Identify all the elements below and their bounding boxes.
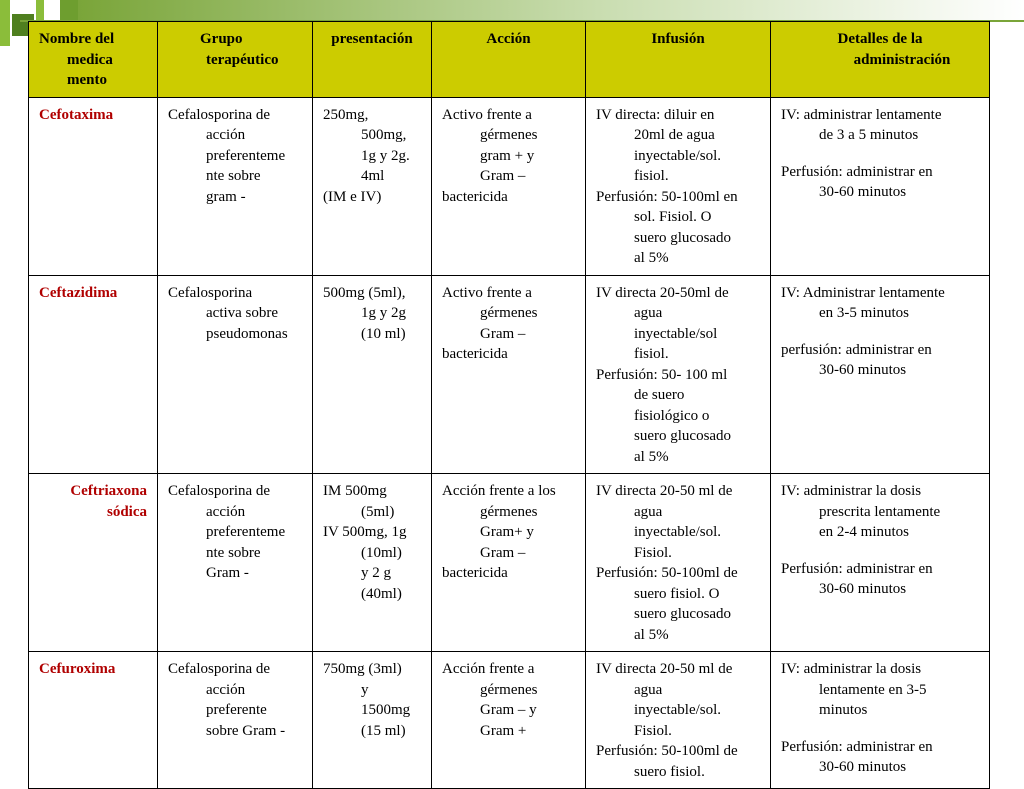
cell-text: acción <box>206 503 246 520</box>
cell-text: 1g y 2g <box>361 305 406 321</box>
drug-name: Cefotaxima <box>39 106 114 123</box>
cell-text: pseudomonas <box>206 325 288 342</box>
drug-name: Ceftriaxona <box>70 483 147 499</box>
cell-text: Perfusión: administrar en <box>781 163 933 180</box>
header-grupo <box>158 22 313 98</box>
header-text: Infusión <box>651 31 705 47</box>
header-text: Acción <box>486 31 531 47</box>
cell-text: inyectable/sol. <box>634 702 722 718</box>
header-text: mento <box>67 72 107 88</box>
cell-text: Cefalosporina <box>168 284 253 301</box>
cell-text: nte sobre <box>206 168 261 184</box>
infusion-cell <box>586 275 771 474</box>
header-nombre <box>29 22 158 98</box>
cell-text: inyectable/sol. <box>634 524 722 540</box>
cell-text: Perfusión: administrar en <box>781 738 933 755</box>
cell-text: Activo frente a <box>442 284 532 301</box>
cell-text: sobre Gram - <box>206 722 286 739</box>
header-text: Nombre del <box>39 31 115 47</box>
header-accion <box>432 22 586 98</box>
cell-text: suero glucosado <box>634 428 732 444</box>
infusion-cell <box>586 97 771 275</box>
cell-text: activa sobre <box>206 305 279 321</box>
cell-text: Gram + <box>480 722 527 739</box>
accion-cell <box>432 275 586 474</box>
drug-name-cell <box>29 97 158 275</box>
header-text: Grupo <box>200 31 243 47</box>
cell-text: IM 500mg <box>323 483 387 499</box>
presentacion-cell <box>313 275 432 474</box>
cell-text: Perfusión: 50- 100 ml <box>596 366 728 383</box>
cell-text: 750mg (3ml) <box>323 661 402 677</box>
cell-text: Fisiol. <box>634 544 672 561</box>
table-row <box>29 97 990 275</box>
cell-text: Perfusión: 50-100ml de <box>596 743 738 759</box>
spacer <box>781 146 979 162</box>
detalles-cell <box>771 474 990 652</box>
cell-text: Gram – <box>480 325 526 342</box>
cell-text: IV 500mg, 1g <box>323 524 407 540</box>
grupo-cell <box>158 474 313 652</box>
cell-text: inyectable/sol <box>634 325 718 342</box>
cell-text: gérmenes <box>480 681 538 698</box>
cell-text: fisiológico o <box>634 407 710 424</box>
cell-text: gérmenes <box>480 305 538 321</box>
drug-name: sódica <box>106 503 147 520</box>
cell-text: preferenteme <box>206 524 286 540</box>
cell-text: agua <box>634 681 663 698</box>
cell-text: IV: administrar la dosis <box>781 661 922 677</box>
table-row <box>29 275 990 474</box>
grupo-cell <box>158 275 313 474</box>
cell-text: 30-60 minutos <box>819 362 907 378</box>
header-text: medica <box>67 51 113 68</box>
cell-text: IV: Administrar lentamente <box>781 284 945 301</box>
decor-gradient-bar <box>78 0 1024 20</box>
header-presentacion <box>313 22 432 98</box>
cell-text: (10 ml) <box>361 325 406 342</box>
grupo-cell <box>158 97 313 275</box>
cell-text: suero glucosado <box>634 229 732 246</box>
header-infusion <box>586 22 771 98</box>
cell-text: 4ml <box>361 168 385 184</box>
cell-text: suero glucosado <box>634 606 732 622</box>
drug-name: Cefuroxima <box>39 661 116 677</box>
cell-text: 500mg (5ml), <box>323 284 406 301</box>
cell-text: gérmenes <box>480 127 538 143</box>
decor-bar-left <box>0 0 10 46</box>
cell-text: Cefalosporina de <box>168 106 271 123</box>
header-text: Detalles de la <box>837 31 923 47</box>
cell-text: 1500mg <box>361 702 411 718</box>
header-text: presentación <box>331 31 413 47</box>
cell-text: fisiol. <box>634 346 669 362</box>
drug-name-cell <box>29 474 158 652</box>
cell-text: (40ml) <box>361 585 402 602</box>
cell-text: sol. Fisiol. O <box>634 209 712 225</box>
cell-text: Fisiol. <box>634 722 672 739</box>
cell-text: suero fisiol. O <box>634 585 720 602</box>
cell-text: (15 ml) <box>361 722 406 739</box>
cell-text: (IM e IV) <box>323 188 382 205</box>
cell-text: 30-60 minutos <box>819 581 907 597</box>
table-row <box>29 474 990 652</box>
cell-text: Gram - <box>206 565 249 581</box>
decor-block <box>60 0 78 20</box>
cell-text: Cefalosporina de <box>168 661 271 677</box>
cell-text: en 3-5 minutos <box>819 305 909 321</box>
cell-text: al 5% <box>634 448 669 465</box>
cell-text: (10ml) <box>361 544 402 561</box>
cell-text: de 3 a 5 minutos <box>819 127 919 143</box>
header-text: administración <box>853 51 951 68</box>
cell-text: en 2-4 minutos <box>819 524 909 540</box>
cell-text: gérmenes <box>480 503 538 520</box>
cell-text: 1g y 2g. <box>361 147 410 164</box>
cell-text: (5ml) <box>361 503 395 520</box>
cell-text: 20ml de agua <box>634 127 715 143</box>
accion-cell <box>432 474 586 652</box>
cell-text: inyectable/sol. <box>634 147 722 164</box>
cell-text: preferenteme <box>206 147 286 164</box>
cell-text: fisiol. <box>634 168 669 184</box>
cell-text: Activo frente a <box>442 106 532 123</box>
detalles-cell <box>771 275 990 474</box>
cell-text: 30-60 minutos <box>819 184 907 200</box>
cell-text: IV: administrar lentamente <box>781 106 942 123</box>
drug-name-cell <box>29 275 158 474</box>
cell-text: gram + y <box>480 147 535 164</box>
header-text: terapéutico <box>206 51 279 68</box>
cell-text: Gram+ y <box>480 524 534 540</box>
cell-text: IV directa: diluir en <box>596 106 715 123</box>
cell-text: y <box>361 681 369 698</box>
cell-text: lentamente en 3-5 <box>819 681 927 698</box>
presentacion-cell <box>313 474 432 652</box>
cell-text: bactericida <box>442 346 508 362</box>
cell-text: prescrita lentamente <box>819 503 941 520</box>
cell-text: Perfusión: administrar en <box>781 560 933 577</box>
accion-cell <box>432 97 586 275</box>
cell-text: Gram – <box>480 168 526 184</box>
cell-text: 500mg, <box>361 127 407 143</box>
cell-text: perfusión: administrar en <box>781 341 932 358</box>
cell-text: IV directa 20-50 ml de <box>596 483 733 499</box>
cell-text: 250mg, <box>323 106 369 123</box>
cell-text: acción <box>206 681 246 698</box>
cell-text: IV: administrar la dosis <box>781 483 922 499</box>
cell-text: IV directa 20-50 ml de <box>596 661 733 677</box>
cell-text: minutos <box>819 702 868 718</box>
cell-text: agua <box>634 305 663 321</box>
cell-text: y 2 g <box>361 565 391 581</box>
cell-text: acción <box>206 127 246 143</box>
header-row <box>29 22 990 98</box>
cell-text: preferente <box>206 702 267 718</box>
cell-text: agua <box>634 503 663 520</box>
cell-text: Cefalosporina de <box>168 483 271 499</box>
cell-text: al 5% <box>634 626 669 643</box>
drug-table <box>28 21 990 789</box>
presentacion-cell <box>313 97 432 275</box>
cell-text: gram - <box>206 188 246 205</box>
detalles-cell <box>771 97 990 275</box>
spacer <box>781 721 979 737</box>
drug-name: Ceftazidima <box>39 284 118 301</box>
cell-text: bactericida <box>442 565 508 581</box>
cell-text: Perfusión: 50-100ml de <box>596 565 738 581</box>
cell-text: suero fisiol. <box>634 763 705 780</box>
cell-text: 30-60 minutos <box>819 759 907 775</box>
spacer <box>781 543 979 559</box>
cell-text: Perfusión: 50-100ml en <box>596 188 738 205</box>
cell-text: al 5% <box>634 250 669 266</box>
cell-text: IV directa 20-50ml de <box>596 284 729 301</box>
cell-text: de suero <box>634 387 685 403</box>
header-detalles <box>771 22 990 98</box>
cell-text: Gram – y <box>480 702 537 718</box>
infusion-cell <box>586 474 771 652</box>
cell-text: bactericida <box>442 188 508 205</box>
spacer <box>781 324 979 340</box>
cell-text: Acción frente a los <box>442 483 556 499</box>
cell-text: Gram – <box>480 544 526 561</box>
cell-text: Acción frente a <box>442 661 535 677</box>
cell-text: nte sobre <box>206 544 261 561</box>
